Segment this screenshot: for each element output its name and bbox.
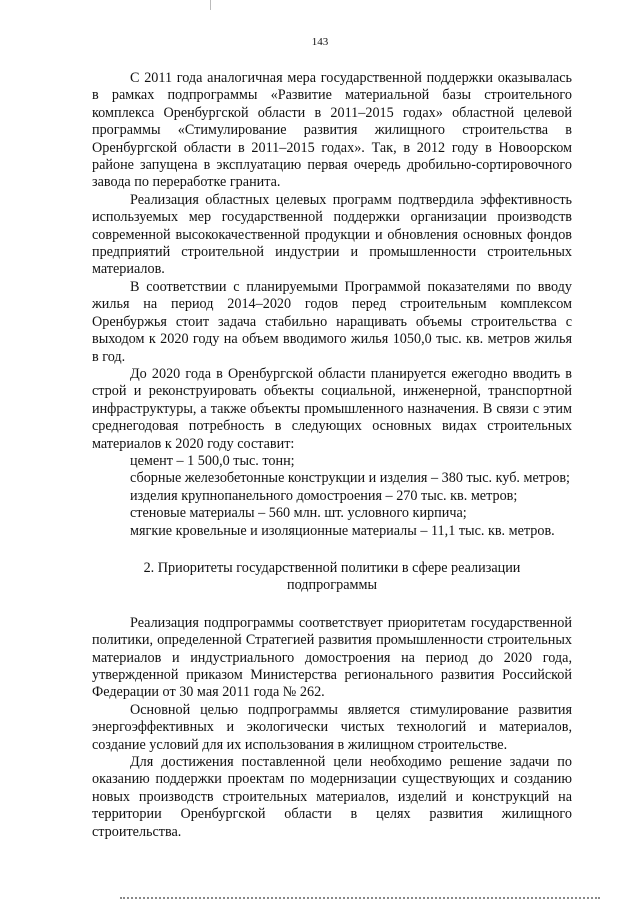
list-item-panel-housing: изделия крупнопанельного домостроения – 270 тыс. кв. метров; [130,487,518,504]
page-number: 143 [311,36,329,48]
list-item-cement: цемент – 1 500,0 тыс. тонн; [130,452,295,469]
list-item-wall-materials: стеновые материалы – 560 млн. шт. условного кирпича; [130,505,467,522]
paragraph-4: До 2020 года в Оренбургской области планируется ежегодно вводить в строй и реконструировать объекты социальной, инженерной, транспортной инфраструктуры, а также объекты промышленного назначения. В связи с этим среднегодовая потребность в следующих основных видах строительных материалов к 2020 году составит: [92,365,572,452]
materials-list [92,453,572,540]
paragraph-5: Реализация подпрограммы соответствует приоритетам государственной политики, определенной Стратегией развития промышленности строительных материалов и индустриального домостроения на период до 2020 года, утвержденной приказом Министерства регионального развития Российской Федерации от 30 мая 2011 года № 262. [92,614,572,701]
paragraph-7: Для достижения поставленной цели необходимо решение задачи по оказанию поддержки проектам по модернизации существующих и созданию новых производств строительных материалов, изделий и конструкций на территории Оренбургской области в целях развития жилищного строительства. [92,754,572,840]
scan-artifact-top [210,0,211,10]
paragraph-2: Реализация областных целевых программ подтвердила эффективность используемых мер государственной поддержки организации производств современной высококачественной продукции и обновления основных фондов предприятий строительной индустрии и промышленности строительных материалов. [92,191,572,278]
list-item-concrete: сборные железобетонные конструкции и изделия – 380 тыс. куб. метров; [130,470,570,487]
list-item-roofing: мягкие кровельные и изоляционные материалы – 11,1 тыс. кв. метров. [130,522,555,539]
document-body [92,70,572,841]
scan-artifact-bottom [120,897,600,905]
paragraph-6: Основной целью подпрограммы является стимулирование развития энергоэффективных и экологически чистых технологий и материалов, создание условий для их использования в жилищном строительстве. [92,701,572,753]
paragraph-1: С 2011 года аналогичная мера государственной поддержки оказывалась в рамках подпрограммы «Развитие материальной базы строительного комплекса Оренбургской области в 2011–2015 годах» областной целевой программы «Стимулирование развития жилищного строительства в Оренбургской области в 2011–2015 годах». Так, в 2012 году в Новоорском районе запущена в эксплуатацию первая очередь дробильно-сортировочного завода по переработке гранита. [92,70,572,191]
paragraph-3: В соответствии с планируемыми Программой показателями по вводу жилья на период 2014–2020 годов перед строительным комплексом Оренбуржья стоит задача стабильно наращивать объемы строительства с выходом к 2020 году на объем вводимого жилья 1050,0 тыс. кв. метров жилья в год. [92,278,572,365]
section-heading: 2. Приоритеты государственной политики в сфере реализации подпрограммы [143,559,521,594]
